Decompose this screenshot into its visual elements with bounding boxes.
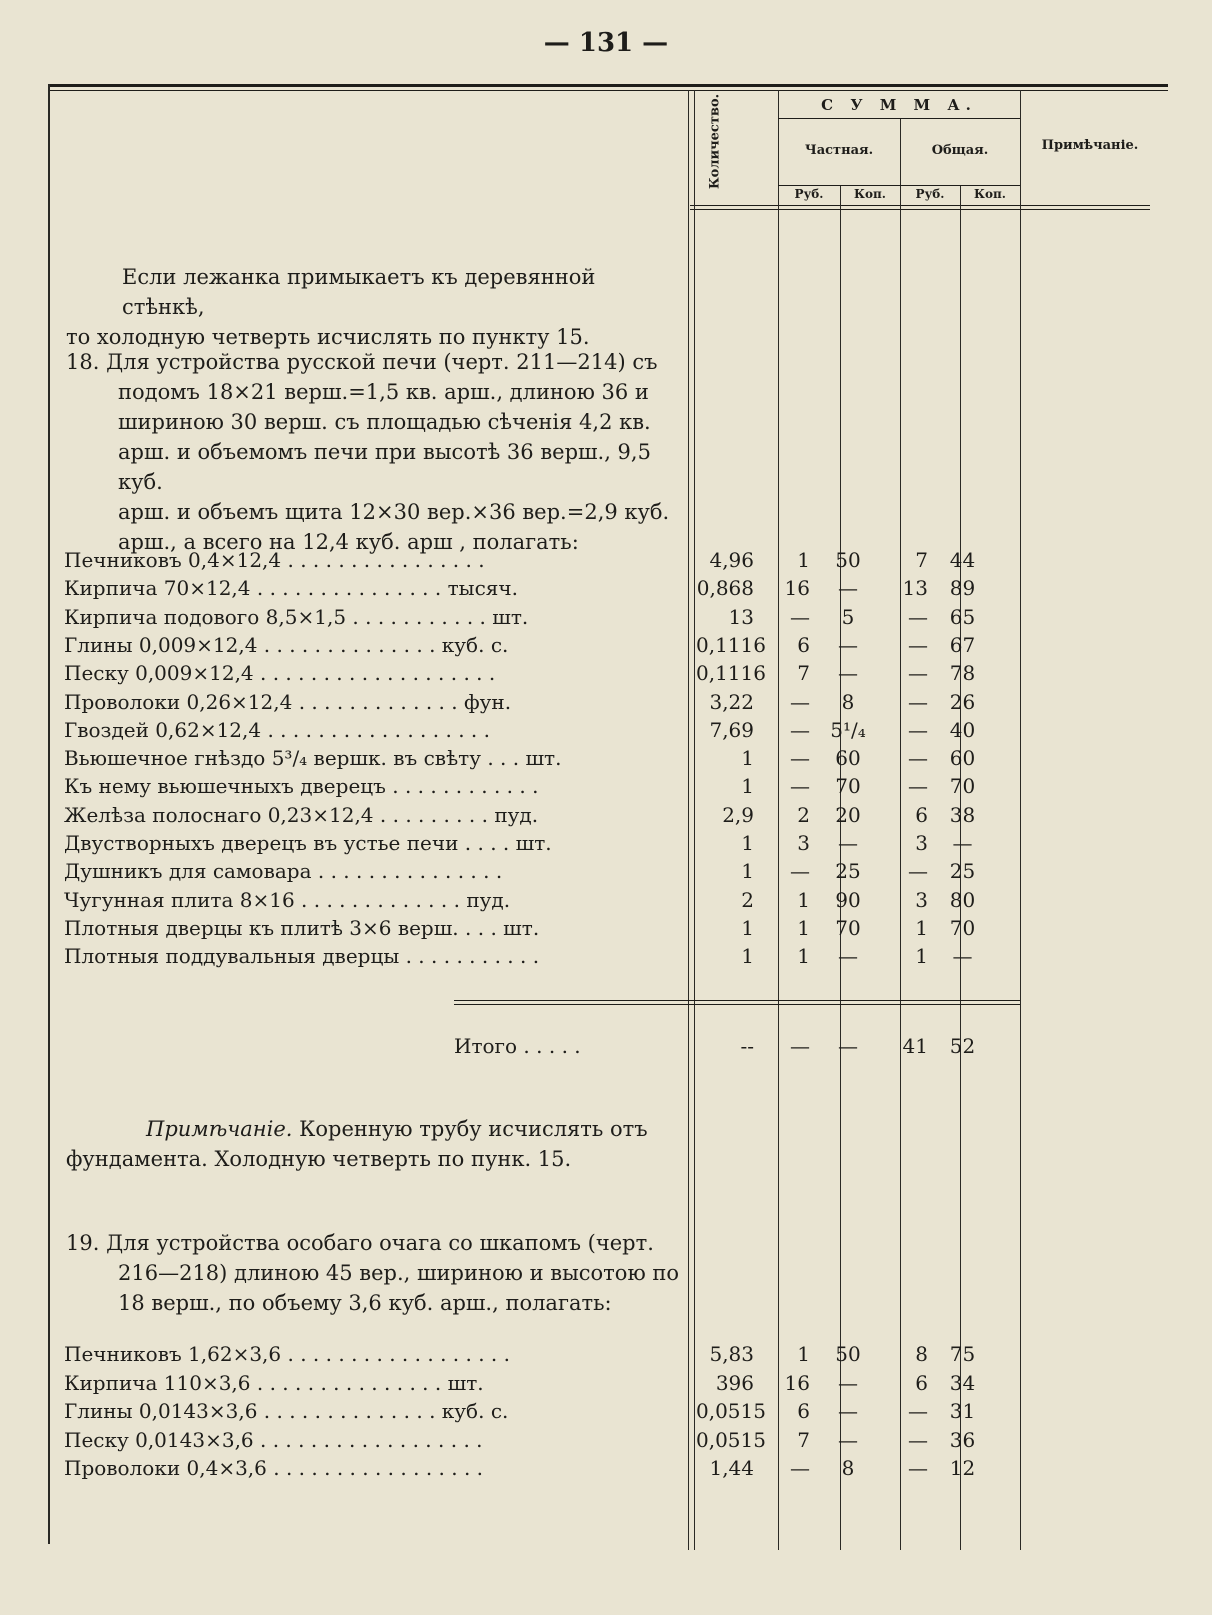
item-quantity: 396 — [715, 1370, 754, 1395]
item-quantity: 13 — [728, 604, 754, 629]
item-quantity: 5,83 — [709, 1342, 754, 1366]
item-kop-total: 40 — [949, 717, 976, 742]
note-line: фундамента. Холодную четверть по пунк. 15. — [66, 1147, 572, 1171]
item-kop-partial: 90 — [835, 887, 861, 912]
total-header: Общая. — [931, 143, 989, 158]
item-quantity: 1 — [741, 774, 754, 799]
quantity-header — [690, 92, 740, 200]
item-rub-partial: 1 — [797, 887, 810, 912]
table-row — [0, 942, 1212, 970]
table-row — [0, 886, 1212, 914]
item-kop-total: 89 — [949, 576, 976, 601]
item-kop-partial: 25 — [835, 859, 861, 884]
table-row — [0, 829, 1212, 857]
item-rub-partial: — — [790, 774, 810, 799]
item-quantity: 0,1116 — [696, 661, 766, 686]
table-row — [0, 1426, 1212, 1454]
item-kop-partial: 60 — [835, 746, 861, 771]
item-label: Глины 0,009×12,4 . . . . . . . . . . . . . . куб. с. — [64, 632, 509, 657]
partial-rule — [778, 185, 1020, 186]
section-18-line: 18. Для устройства русской печи (черт. 211—214) съ — [66, 350, 658, 374]
total-kop-total: 52 — [949, 1034, 976, 1058]
section-19-line: 216—218) длиною 45 вер., шириною и высотою по — [118, 1261, 680, 1285]
item-label: Кирпича подового 8,5×1,5 . . . . . . . . . . . шт. — [64, 604, 529, 629]
item-label: Песку 0,0143×3,6 . . . . . . . . . . . . . . . . . . — [64, 1427, 483, 1452]
item-rub-partial: — — [790, 1456, 810, 1480]
item-quantity: 1 — [741, 944, 754, 969]
item-quantity: 1 — [741, 746, 754, 771]
item-label: Кирпича 70×12,4 . . . . . . . . . . . . . . . тысяч. — [64, 576, 518, 601]
item-rub-partial: 3 — [797, 831, 810, 855]
item-rub-total: 3 — [915, 831, 928, 855]
item-label: Песку 0,009×12,4 . . . . . . . . . . . . . . . . . . . — [64, 661, 496, 686]
total-label: Итого . . . . . — [454, 1034, 581, 1058]
item-kop-total: 80 — [949, 887, 976, 912]
table-row — [0, 716, 1212, 744]
item-rub-total: — — [908, 689, 928, 714]
table-row — [0, 914, 1212, 942]
item-kop-partial: 8 — [841, 1456, 855, 1480]
item-rub-partial: — — [790, 746, 810, 771]
item-rub-total: 3 — [915, 887, 928, 912]
item-kop-partial: — — [838, 1399, 858, 1423]
item-rub-partial: — — [790, 859, 810, 884]
item-rub-total: — — [908, 1399, 928, 1423]
note-line — [66, 1114, 681, 1144]
section-19-line: 19. Для устройства особаго очага со шкапомъ (черт. — [66, 1231, 654, 1255]
table-row — [0, 801, 1212, 829]
item-rub-partial: 1 — [797, 915, 810, 940]
item-rub-partial: — — [790, 717, 810, 742]
item-quantity: 3,22 — [709, 689, 754, 714]
item-rub-total: — — [908, 1456, 928, 1480]
item-kop-partial: 50 — [835, 1342, 861, 1366]
item-label: Глины 0,0143×3,6 . . . . . . . . . . . . . . куб. с. — [64, 1399, 509, 1423]
item-quantity: 1 — [741, 831, 754, 855]
quantity-header-label: Количество. — [707, 93, 723, 190]
item-kop-total: 65 — [949, 604, 976, 629]
item-label: Душникъ для самовара . . . . . . . . . . . . . . . — [64, 859, 503, 884]
item-rub-total: — — [908, 859, 928, 884]
item-rub-partial: 6 — [797, 1399, 810, 1423]
item-quantity: 1 — [741, 915, 754, 940]
item-rub-total: 1 — [915, 915, 928, 940]
item-kop-total: — — [952, 944, 973, 969]
table-row — [0, 659, 1212, 687]
section-18-line: арш. и объемомъ печи при высотѣ 36 верш., 9,5 куб. — [118, 440, 651, 494]
item-rub-total: — — [908, 1427, 928, 1452]
item-kop-total: 78 — [949, 661, 976, 686]
item-kop-partial: — — [838, 661, 858, 686]
item-kop-total: 67 — [949, 632, 976, 657]
item-kop-total: 31 — [949, 1399, 976, 1423]
item-rub-partial: 16 — [784, 576, 810, 601]
intro-line: Если лежанка примыкаетъ къ деревянной стѣнкѣ, — [122, 265, 596, 319]
table-row — [0, 1369, 1212, 1397]
item-kop-partial: 50 — [835, 548, 861, 572]
item-quantity: 1,44 — [709, 1456, 754, 1480]
item-label: Чугунная плита 8×16 . . . . . . . . . . . . . пуд. — [64, 887, 511, 912]
section-18-line: подомъ 18×21 верш.=1,5 кв. арш., длиною 36 и — [118, 380, 649, 404]
item-rub-total: — — [908, 774, 928, 799]
item-kop-total: 70 — [949, 774, 976, 799]
total-qty: -- — [740, 1034, 754, 1058]
item-quantity: 4,96 — [709, 548, 754, 572]
table-row — [0, 1454, 1212, 1482]
item-rub-partial: — — [790, 689, 810, 714]
section-18-line: арш., а всего на 12,4 куб. арш , полагать: — [118, 530, 579, 554]
sum-rule — [778, 118, 1020, 119]
item-kop-total: 60 — [949, 746, 976, 771]
item-quantity: 1 — [741, 859, 754, 884]
item-kop-partial: 70 — [835, 915, 861, 940]
item-rub-partial: 1 — [797, 1342, 810, 1366]
total-kop-partial: — — [838, 1034, 858, 1058]
item-label: Желѣза полоснаго 0,23×12,4 . . . . . . . . . пуд. — [64, 802, 539, 827]
item-kop-partial: — — [838, 944, 858, 969]
item-kop-total: 25 — [949, 859, 976, 884]
header-rule — [690, 205, 1150, 206]
table-row — [0, 574, 1212, 602]
item-rub-total: — — [908, 746, 928, 771]
intro-line: то холодную четверть исчислять по пункту 15. — [66, 325, 590, 349]
item-quantity: 7,69 — [709, 717, 754, 742]
item-quantity: 0,0515 — [696, 1427, 766, 1452]
intro-paragraph — [66, 262, 681, 352]
total-rub-partial: — — [790, 1034, 810, 1058]
section-19-paragraph — [66, 1228, 681, 1318]
table-row — [0, 772, 1212, 800]
item-kop-partial: 8 — [841, 689, 855, 714]
table-row — [0, 1340, 1212, 1368]
item-label: Къ нему вьюшечныхъ дверецъ . . . . . . . . . . . . — [64, 774, 539, 799]
item-kop-total: 44 — [949, 548, 976, 572]
section-18-paragraph — [66, 347, 681, 557]
item-kop-total: 70 — [949, 915, 976, 940]
table-row — [0, 603, 1212, 631]
item-label: Плотныя поддувальныя дверцы . . . . . . . . . . . — [64, 944, 540, 969]
note-text: Коренную трубу исчислять отъ — [292, 1117, 648, 1141]
table-row — [0, 546, 1212, 574]
item-kop-total: 75 — [949, 1342, 976, 1366]
table-row — [0, 744, 1212, 772]
item-label: Вьюшечное гнѣздо 5³/₄ вершк. въ свѣту . . . шт. — [64, 746, 562, 771]
header-rule-2 — [690, 209, 1150, 210]
item-quantity: 2 — [741, 887, 754, 912]
total-rule-2 — [454, 1004, 1020, 1005]
section-18-line: шириною 30 верш. съ площадью сѣченія 4,2 кв. — [118, 410, 651, 434]
item-label: Гвоздей 0,62×12,4 . . . . . . . . . . . . . . . . . . — [64, 717, 490, 742]
item-rub-total: — — [908, 717, 928, 742]
item-label: Печниковъ 1,62×3,6 . . . . . . . . . . . . . . . . . . — [64, 1342, 511, 1366]
section-18-items — [0, 546, 1212, 969]
section-18-line: арш. и объемъ щита 12×30 вер.×36 вер.=2,9 куб. — [118, 500, 670, 524]
item-kop-partial: — — [838, 1370, 858, 1395]
rub-header-1: Руб. — [794, 187, 824, 201]
item-quantity: 0,0515 — [696, 1399, 766, 1423]
item-kop-total: 26 — [949, 689, 976, 714]
item-kop-partial: 70 — [835, 774, 861, 799]
item-rub-total: — — [908, 604, 928, 629]
item-rub-partial: 7 — [797, 1427, 810, 1452]
partial-header: Частная. — [804, 143, 874, 158]
total-rule — [454, 1000, 1020, 1001]
item-rub-partial: 6 — [797, 632, 810, 657]
item-label: Проволоки 0,4×3,6 . . . . . . . . . . . . . . . . . — [64, 1456, 484, 1480]
item-label: Печниковъ 0,4×12,4 . . . . . . . . . . . . . . . . — [64, 548, 485, 572]
item-kop-partial: — — [838, 632, 858, 657]
top-rule — [48, 84, 1168, 87]
item-kop-partial: 5¹/₄ — [830, 717, 866, 742]
table-row — [0, 857, 1212, 885]
item-rub-partial: 16 — [784, 1370, 810, 1395]
item-rub-total: 6 — [915, 802, 928, 827]
item-kop-total: — — [952, 831, 973, 855]
table-row — [0, 688, 1212, 716]
item-quantity: 0,1116 — [696, 632, 766, 657]
item-rub-partial: 1 — [797, 548, 810, 572]
item-rub-partial: — — [790, 604, 810, 629]
item-kop-partial: — — [838, 831, 858, 855]
item-rub-partial: 7 — [797, 661, 810, 686]
item-rub-partial: 2 — [797, 802, 810, 827]
item-rub-total: — — [908, 661, 928, 686]
item-kop-partial: 5 — [841, 604, 855, 629]
section-19-items — [0, 1340, 1212, 1490]
item-kop-partial: — — [838, 1427, 858, 1452]
item-label: Кирпича 110×3,6 . . . . . . . . . . . . . . . шт. — [64, 1370, 484, 1395]
note-title: Примѣчаніе. — [146, 1117, 293, 1141]
item-rub-total: 8 — [915, 1342, 928, 1366]
item-kop-total: 34 — [949, 1370, 976, 1395]
item-rub-total: 1 — [915, 944, 928, 969]
item-kop-total: 38 — [949, 802, 976, 827]
item-quantity: 2,9 — [722, 802, 754, 827]
item-quantity: 0,868 — [696, 576, 754, 601]
note-header: Примѣчаніе. — [1041, 138, 1139, 153]
item-label: Двустворныхъ дверецъ въ устье печи . . . . шт. — [64, 831, 552, 855]
item-rub-total: — — [908, 632, 928, 657]
item-kop-total: 12 — [949, 1456, 976, 1480]
item-label: Плотныя дверцы къ плитѣ 3×6 верш. . . . шт. — [64, 915, 540, 940]
top-rule-thin — [48, 90, 1168, 91]
total-row — [0, 1032, 1212, 1060]
rub-header-2: Руб. — [915, 187, 945, 201]
table-row — [0, 631, 1212, 659]
note-paragraph — [66, 1114, 681, 1174]
item-label: Проволоки 0,26×12,4 . . . . . . . . . . . . . фун. — [64, 689, 512, 714]
sum-header: С У М М А. — [821, 96, 977, 114]
item-kop-partial: — — [838, 576, 858, 601]
item-rub-total: 6 — [915, 1370, 928, 1395]
kop-header-2: Коп. — [974, 187, 1006, 201]
item-kop-partial: 20 — [835, 802, 861, 827]
kop-header-1: Коп. — [854, 187, 886, 201]
item-rub-partial: 1 — [797, 944, 810, 969]
item-rub-total: 7 — [915, 548, 928, 572]
page-number: — 131 — — [543, 28, 669, 58]
item-kop-total: 36 — [949, 1427, 976, 1452]
table-row — [0, 1397, 1212, 1425]
section-19-line: 18 верш., по объему 3,6 куб. арш., полагать: — [118, 1291, 612, 1315]
total-rub-total: 41 — [902, 1034, 928, 1058]
item-rub-total: 13 — [902, 576, 928, 601]
